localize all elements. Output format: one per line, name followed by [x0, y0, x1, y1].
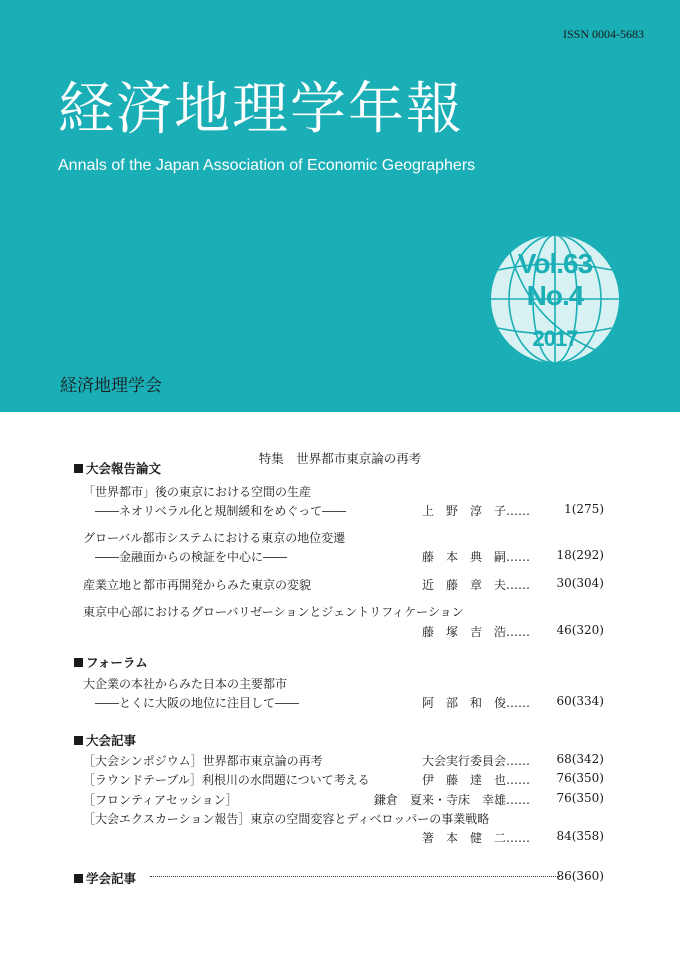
article-author: 藤 本 典 嗣…… — [422, 550, 531, 564]
square-bullet-icon — [74, 464, 83, 473]
report-title[interactable]: ［大会シンポジウム］世界都市東京論の再考 — [83, 754, 323, 768]
article-page: 46(320) — [556, 623, 604, 637]
article-author: 上 野 淳 子…… — [422, 504, 531, 518]
article-title[interactable]: 「世界都市」後の東京における空間の生産 — [83, 485, 312, 499]
report-page: 84(358) — [556, 829, 604, 843]
journal-title-english: Annals of the Japan Association of Economic Geographers — [58, 157, 476, 174]
section-heading: 大会記事 — [74, 731, 136, 749]
article-page: 30(304) — [556, 576, 604, 590]
article-page: 18(292) — [556, 548, 604, 562]
square-bullet-icon — [74, 658, 83, 667]
article-author: 阿 部 和 俊…… — [422, 696, 531, 710]
report-page: 76(350) — [556, 771, 604, 785]
report-page: 76(350) — [556, 791, 604, 805]
society-name: 経済地理学会 — [60, 376, 162, 396]
article-title[interactable]: 産業立地と都市再開発からみた東京の変貌 — [83, 578, 312, 592]
leader-dots — [150, 876, 560, 877]
article-page: 60(334) — [556, 694, 604, 708]
article-title[interactable]: 東京中心部におけるグローバリゼーションとジェントリフィケーション — [83, 605, 464, 619]
report-author: 鎌倉 夏来・寺床 幸雄…… — [374, 793, 531, 807]
journal-title: 経済地理学年報 — [58, 77, 464, 142]
article-author: 藤 塚 吉 浩…… — [422, 625, 531, 639]
report-title[interactable]: ［大会エクスカーション報告］東京の空間変容とディベロッパーの事業戦略 — [83, 812, 490, 826]
report-title[interactable]: ［フロンティアセッション］ — [83, 793, 238, 807]
section-heading: フォーラム — [74, 653, 148, 671]
article-title[interactable]: グローバル都市システムにおける東京の地位変遷 — [83, 531, 346, 545]
article-page: 1(275) — [564, 502, 604, 516]
report-title[interactable]: ［ラウンドテーブル］利根川の水問題について考える — [83, 773, 370, 787]
volume-label: Vol.63 — [517, 248, 593, 279]
section-heading: 学会記事 — [74, 869, 136, 887]
section-heading: 大会報告論文 — [74, 459, 161, 477]
article-subtitle: ――とくに大阪の地位に注目して―― — [95, 696, 300, 710]
article-subtitle: ――金融面からの検証を中心に―― — [95, 550, 288, 564]
report-page: 68(342) — [556, 752, 604, 766]
year-label: 2017 — [532, 326, 578, 351]
article-title[interactable]: 大企業の本社からみた日本の主要都市 — [83, 677, 288, 691]
special-issue-title: 特集 世界都市東京論の再考 — [258, 451, 422, 466]
article-subtitle: ――ネオリベラル化と規制緩和をめぐって―― — [95, 504, 347, 518]
number-label: No.4 — [526, 280, 584, 311]
square-bullet-icon — [74, 736, 83, 745]
square-bullet-icon — [74, 874, 83, 883]
article-author: 近 藤 章 夫…… — [422, 578, 531, 592]
issn: ISSN 0004-5683 — [562, 27, 644, 41]
society-news-page: 86(360) — [556, 869, 604, 883]
report-author: 大会実行委員会…… — [422, 754, 531, 768]
report-author: 箸 本 健 二…… — [422, 831, 531, 845]
report-author: 伊 藤 達 也…… — [422, 773, 531, 787]
